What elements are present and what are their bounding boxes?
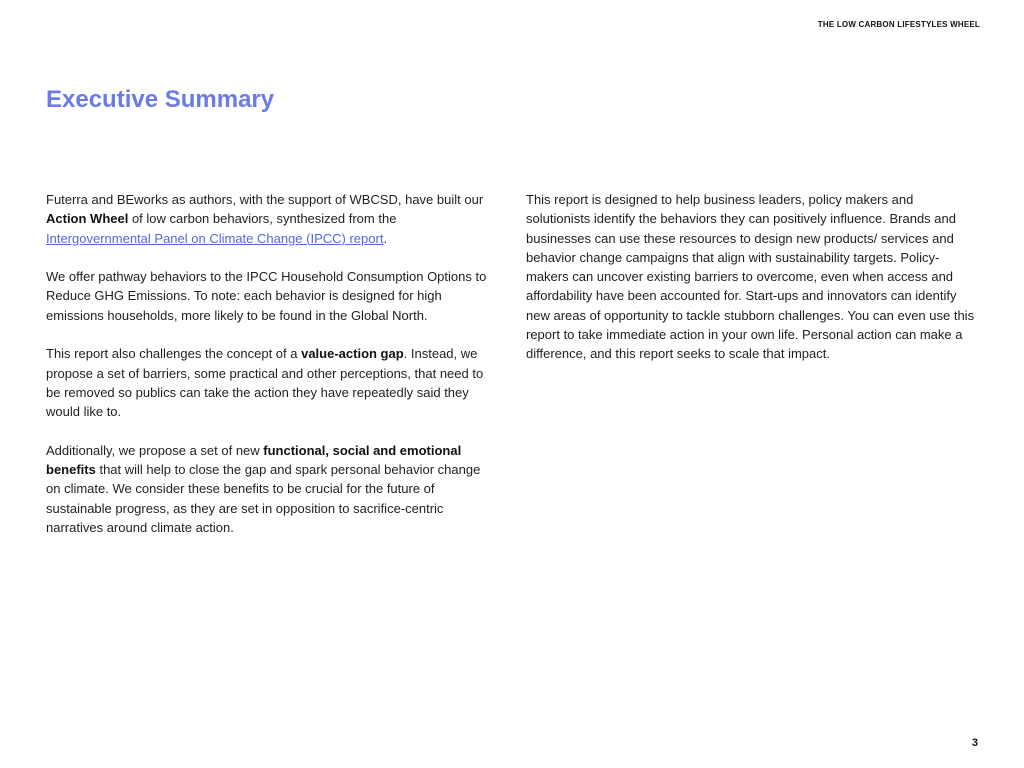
paragraph-value-action-gap	[46, 344, 498, 421]
paragraph-report-purpose: This report is designed to help business leaders, policy makers and solutionists identify the behaviors they can positively influence. Brands and businesses can use these resources to design new products/ services and behavior change campaigns that align with sustainability targets. Policy-makers can uncover existing barriers to overcome, even when access and affordability have been accounted for. Start-ups and innovators can identify new areas of opportunity to tackle stubborn challenges. You can even use this report to take immediate action in your own life. Personal action can make a difference, and this report seeks to scale that impact.	[526, 192, 975, 362]
bold-action-wheel: Action Wheel	[46, 211, 129, 227]
right-column	[526, 190, 980, 383]
paragraph-text: of low carbon behaviors, synthesized from the	[128, 211, 397, 227]
bold-value-action-gap: value-action gap	[301, 346, 404, 362]
left-column	[46, 190, 498, 557]
paragraph-pathway: We offer pathway behaviors to the IPCC Household Consumption Options to Reduce GHG Emissions. To note: each behavior is designed for high emissions households, more likely to be found in the Global North.	[46, 269, 487, 323]
page-number: 3	[971, 737, 978, 749]
paragraph-text: Additionally, we propose a set of new	[46, 442, 264, 458]
paragraph-text: This report also challenges the concept of a	[46, 346, 302, 362]
paragraph-benefits	[46, 441, 498, 537]
paragraph-text: Futerra and BEworks as authors, with the support of WBCSD, have built our	[46, 192, 484, 207]
ipcc-report-link[interactable]: Intergovernmental Panel on Climate Change (IPCC) report	[46, 230, 384, 246]
bold-benefits: functional, social and emotional benefits	[46, 442, 462, 478]
paragraph-text: . Instead, we propose a set of barriers, some practical and other perceptions, that need to be removed so publics can take the action they have repeatedly said they would like to.	[46, 346, 484, 420]
running-header: THE LOW CARBON LIFESTYLES WHEEL	[817, 20, 980, 29]
paragraph-authors	[46, 190, 498, 248]
page-title: Executive Summary	[46, 86, 275, 113]
paragraph-text: that will help to close the gap and spark personal behavior change on climate. We consider these benefits to be crucial for the future of sustainable progress, as they are set in opposition to sacrifice-centric narratives around climate action.	[46, 462, 481, 536]
paragraph-text: .	[383, 230, 388, 246]
